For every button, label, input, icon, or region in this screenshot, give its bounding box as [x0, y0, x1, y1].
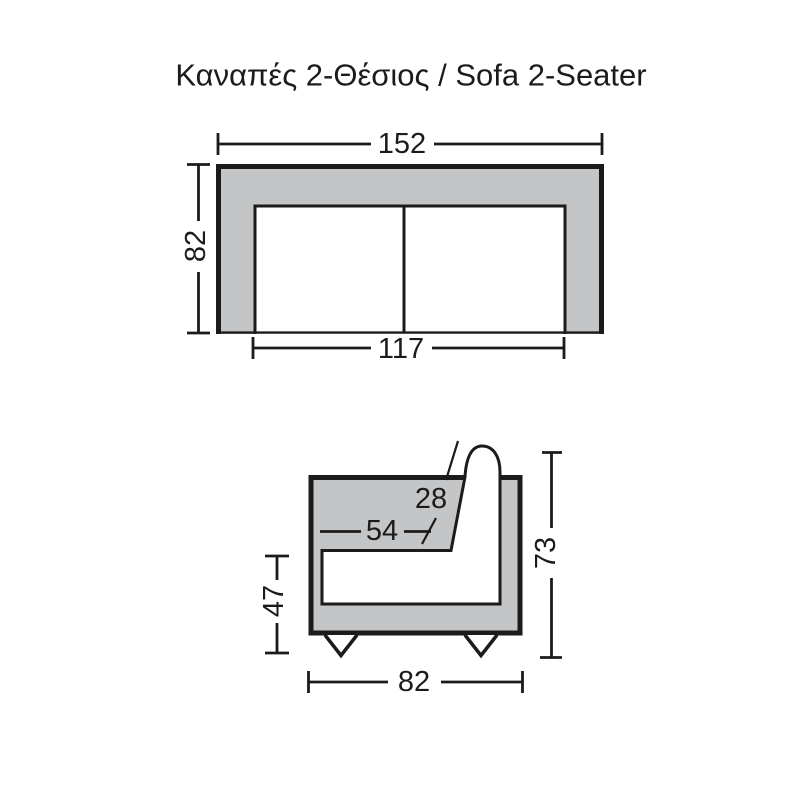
dim-label-overall-depth: 82: [180, 229, 212, 263]
title-group: [175, 58, 646, 93]
dim-back-thickness: [446, 441, 458, 480]
dim-label-overall-width: 152: [377, 128, 427, 160]
dim-label-overall-height: 73: [530, 536, 562, 570]
front-leg: [325, 635, 357, 656]
seat-cushions: [255, 206, 565, 334]
dim-label-seat-width: 117: [377, 333, 425, 365]
back-leg: [465, 635, 497, 656]
dim-slash-tick: [446, 441, 458, 480]
dim-label-seat-height: 47: [258, 584, 290, 618]
dim-label-overall-depth: 82: [397, 666, 431, 698]
side-view: [258, 441, 562, 698]
dim-label-seat-depth: 54: [365, 515, 399, 547]
dim-label-back-thickness: 28: [414, 483, 448, 515]
page-title: Καναπές 2-Θέσιος / Sofa 2-Seater: [175, 57, 647, 93]
top-view: [180, 128, 604, 365]
